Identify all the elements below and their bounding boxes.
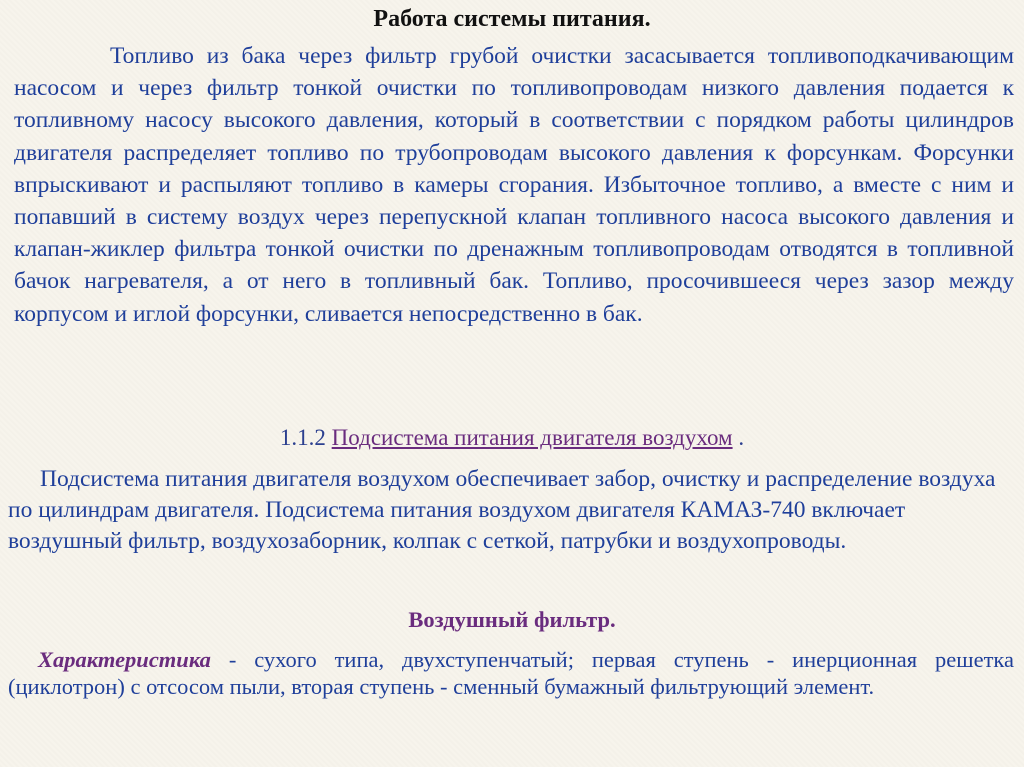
air-filter-title: Воздушный фильтр. xyxy=(408,607,616,632)
subsection-suffix: . xyxy=(732,425,745,450)
subsection-heading xyxy=(0,425,1024,451)
air-system-paragraph: Подсистема питания двигателя воздухом обеспечивает забор, очистку и распределение воздуха по цилиндрам двигателя. Подсистема питания воздухом двигателя КАМАЗ-740 включает воздушный фильтр, воздухозаборник, колпак с сеткой, патрубки и воздухопроводы. xyxy=(8,466,996,554)
characteristic-label: Характеристика xyxy=(38,647,211,672)
characteristic-text: - сухого типа, двухступенчатый; первая ступень - инерционная решетка (циклотрон) с отсосом пыли, вторая ступень - сменный бумажный фильтрующий элемент. xyxy=(8,647,1014,699)
air-filter-paragraph xyxy=(8,646,1014,700)
fuel-system-paragraph: Топливо из бака через фильтр грубой очистки засасывается топливоподкачивающим насосом и через фильтр тонкой очистки по топливопроводам низкого давления подается к топливному насосу высокого давления, который в соответствии с порядком работы цилиндров двигателя распределяет топливо по трубопроводам высокого давления к форсункам. Форсунки впрыскивают и распыляют топливо в камеры сгорания. Избыточное топливо, а вместе с ним и попавший в систему воздух через перепускной клапан топливного насоса высокого давления и клапан-жиклер фильтра тонкой очистки по дренажным топливопроводам отводятся в топливной бачок нагревателя, а от него в топливный бак. Топливо, просочившееся через зазор между корпусом и иглой форсунки, сливается непосредственно в бак. xyxy=(14,43,1014,327)
section-title: Работа системы питания. xyxy=(373,6,651,32)
subsection-number: 1.1.2 xyxy=(279,425,326,450)
subsection-link[interactable]: Подсистема питания двигателя воздухом xyxy=(331,425,733,450)
